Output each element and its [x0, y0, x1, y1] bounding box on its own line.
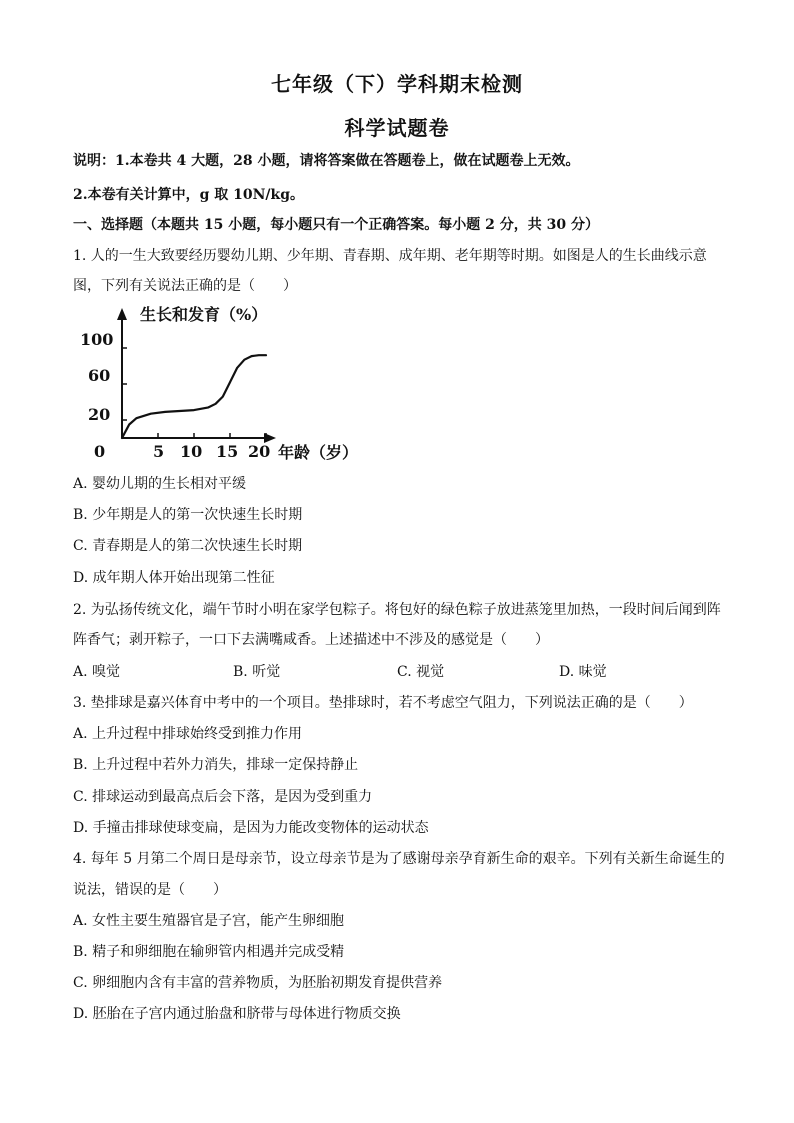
- question-1-option-a: A. 婴幼儿期的生长相对平缓: [73, 476, 247, 492]
- question-1-stem-line-2: 图，下列有关说法正确的是（ ）: [73, 278, 297, 294]
- section-heading: 一、选择题（本题共 15 小题，每小题只有一个正确答案。每小题 2 分，共 30 分）: [73, 217, 599, 233]
- question-2-option-b: B. 听觉: [233, 664, 281, 680]
- question-4-stem-line-1: 4. 每年 5 月第二个周日是母亲节，设立母亲节是为了感谢母亲孕育新生命的艰辛。下列有关新生命诞生的: [73, 851, 725, 867]
- question-4-option-d: D. 胚胎在子宫内通过胎盘和脐带与母体进行物质交换: [73, 1006, 401, 1022]
- chart-y-tick-label: 20: [88, 405, 111, 424]
- chart-growth-curve: [122, 355, 266, 438]
- question-1-stem-line-1: 1. 人的一生大致要经历婴幼儿期、少年期、青春期、成年期、老年期等时期。如图是人的生长曲线示意: [73, 248, 707, 264]
- chart-y-tick-label: 100: [80, 330, 114, 349]
- question-2-option-d: D. 味觉: [559, 664, 607, 680]
- question-2-stem-line-1: 2. 为弘扬传统文化，端午节时小明在家学包粽子。将包好的绿色粽子放进蒸笼里加热，一段时间后闻到阵: [73, 602, 721, 618]
- question-1-option-b: B. 少年期是人的第一次快速生长时期: [73, 507, 303, 523]
- chart-ylabel: 生长和发育（%）: [140, 305, 268, 324]
- chart-y-tick-label: 60: [88, 366, 111, 385]
- chart-x-tick-label: 15: [216, 442, 239, 461]
- question-4-option-b: B. 精子和卵细胞在输卵管内相遇并完成受精: [73, 944, 345, 960]
- question-3-option-c: C. 排球运动到最高点后会下落，是因为受到重力: [73, 789, 373, 805]
- question-2-option-a: A. 嗅觉: [73, 664, 121, 680]
- question-4-option-c: C. 卵细胞内含有丰富的营养物质，为胚胎初期发育提供营养: [73, 975, 443, 991]
- question-3-stem-line-1: 3. 垫排球是嘉兴体育中考中的一个项目。垫排球时，若不考虑空气阻力，下列说法正确的是（ ）: [73, 695, 693, 711]
- chart-origin-label: 0: [94, 442, 106, 461]
- chart-x-tick-label: 10: [180, 442, 203, 461]
- question-2-option-c: C. 视觉: [397, 664, 445, 680]
- page-title: 七年级（下）学科期末检测: [271, 72, 523, 96]
- question-3-option-a: A. 上升过程中排球始终受到推力作用: [73, 726, 303, 742]
- instruction-note-2: 2.本卷有关计算中，g 取 10N/kg。: [73, 187, 305, 203]
- question-2-stem-line-2: 阵香气；剥开粽子，一口下去满嘴咸香。上述描述中不涉及的感觉是（ ）: [73, 632, 549, 648]
- chart-x-tick-label: 5: [153, 442, 165, 461]
- chart-x-tick-label: 20: [248, 442, 271, 461]
- page-subtitle: 科学试题卷: [344, 116, 450, 140]
- chart-y-arrow: [117, 308, 127, 320]
- instruction-note-1: 说明：1.本卷共 4 大题，28 小题，请将答案做在答题卷上，做在试题卷上无效。: [73, 153, 580, 169]
- question-3-option-d: D. 手撞击排球使球变扁，是因为力能改变物体的运动状态: [73, 820, 429, 836]
- question-1-option-c: C. 青春期是人的第二次快速生长时期: [73, 538, 303, 554]
- question-1-option-d: D. 成年期人体开始出现第二性征: [73, 570, 275, 586]
- question-3-option-b: B. 上升过程中若外力消失，排球一定保持静止: [73, 757, 359, 773]
- growth-curve-chart: [78, 300, 368, 468]
- chart-xlabel: 年龄（岁）: [278, 443, 359, 462]
- question-4-stem-line-2: 说法，错误的是（ ）: [73, 882, 227, 898]
- question-4-option-a: A. 女性主要生殖器官是子宫，能产生卵细胞: [73, 913, 345, 929]
